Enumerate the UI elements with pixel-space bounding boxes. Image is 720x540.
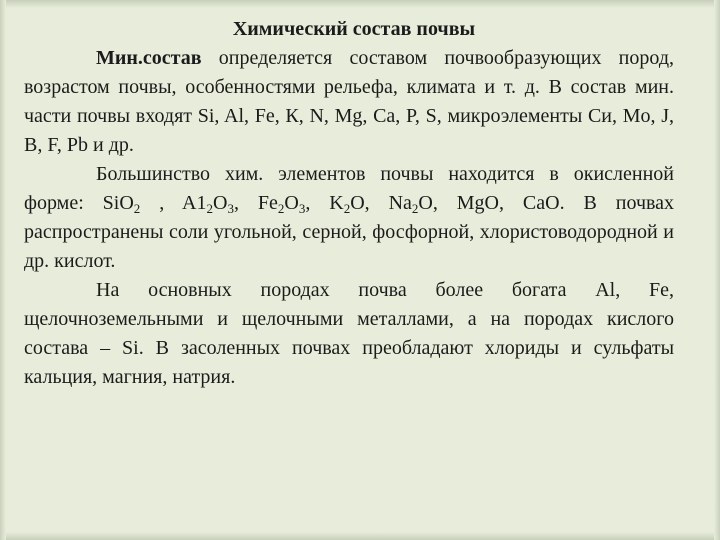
oxide-separator: , — [432, 192, 457, 214]
oxide-mgo: MgO — [456, 192, 499, 214]
oxide-cao: CaO. — [522, 192, 565, 214]
oxide-separator: , — [364, 192, 389, 214]
slide-content — [24, 15, 674, 392]
slide-edge-left — [0, 0, 6, 540]
oxide-separator: , — [499, 192, 523, 214]
paragraph-mineral-composition — [24, 44, 674, 160]
oxide-k2o: $K_2O$ — [329, 192, 365, 216]
mineral-composition-text: определяется составом почвообразующих пород, возрастом почвы, особенностями рельефа, климата и т. д. В состав мин. части почвы входят Si, Al, Fe, К, N, Mg, Ca, P, S, микроэлементы Cи, Mo, J, B, F, Pb и др. — [24, 47, 674, 156]
oxide-sio2: SiO$_2$ — [102, 192, 141, 216]
oxide-na2o: $Na_2O$ — [388, 192, 433, 216]
oxide-fe2o3: $Fe_2O_3$ — [257, 192, 306, 216]
paragraph-oxidized-form — [24, 160, 674, 276]
slide-edge-top — [0, 0, 720, 8]
slide-title: Химический состав почвы — [232, 18, 476, 40]
mineral-composition-term: Мин.состав — [96, 47, 202, 69]
paragraph-rock-types: На основных породах почва более богата Al, Fe, щелочноземельными и щелочными металлами, а на породах кислого состава – Si. В засоленных почвах преобладают хлориды и сульфаты кальция, магния, натрия. — [24, 279, 674, 388]
oxide-separator: , — [233, 192, 258, 214]
salts-text: В почвах распространены соли угольной, серной, фосфорной, хлористоводородной и др. кислот. — [24, 192, 675, 272]
slide-edge-right — [714, 0, 720, 540]
oxide-separator: , — [140, 192, 183, 214]
oxidized-form-intro: Большинство хим. элементов почвы находится в окисленной форме: — [24, 163, 674, 214]
slide-edge-bottom — [0, 532, 720, 540]
oxide-separator: , — [305, 192, 330, 214]
oxide-al2o3: $A1_2O_3$ — [182, 192, 234, 216]
